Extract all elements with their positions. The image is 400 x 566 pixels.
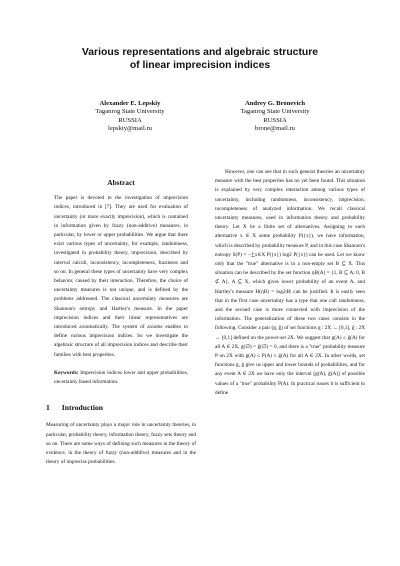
author-affiliation: Taganrog State University: [240, 108, 310, 116]
title-line-2: of linear imprecision indices: [129, 59, 271, 71]
author-email: lepskiy@mail.ru: [108, 125, 152, 133]
left-column: [46, 178, 196, 467]
right-column: [215, 168, 365, 398]
author-email: brone@mail.ru: [255, 125, 295, 133]
author-country: RUSSIA: [263, 116, 287, 124]
section-title: Introduction: [61, 403, 104, 413]
paper-title: [0, 47, 400, 72]
author-block-bronevich: [200, 100, 350, 134]
title-line-1: Various representations and algebraic structure: [81, 47, 319, 58]
author-affiliation: Taganrog State University: [95, 108, 165, 116]
section-number: 1: [46, 403, 50, 413]
keywords-label: Keywords:: [54, 369, 79, 376]
section-heading-introduction: [46, 403, 196, 412]
author-name: Alexander E. Lepskiy: [99, 100, 161, 107]
body-paragraph: However, one can see that in such general theories an uncertainty measure with the best properties has no yet been found. This situation is explained by very complex interaction among various types of uncertainty, including randomness, inconsistency, imprecision, incompleteness of analyzed information. We recall classical uncertainty measures, used in information theory and probability theory. Let X be a finite set of alternatives. Assigning to each alternative x ∈ X some probability P({x}), we have information, which is described by probability measure P, and in this case Shannon's entropy S(P) = −∑x∈X P({x}) log2 P({x}) can be used. Let we know only that the "true" alternative is in a non-empty set B ⊆ X. This situation can be described by the set function ηB(A) = {1, B ⊆ A; 0, B ⊄ A}, A ⊆ X, which gives lower probability of an event A, and Hartley's measure H(ηB) = log2|B| can be justified. It is easily seen that in the first case uncertainty has a type that one call randomness, and the second case is more connected with imprecision of the information. The generalization of these two cases consists in the following. Consider a pair (g, ḡ) of set functions g : 2X → [0,1], ḡ : 2X → [0,1] defined on the power-set 2X. We suggest that g(A) ≤ ḡ(A) for all A ∈ 2X, g(∅) = ḡ(∅) = 0, and there is a "true" probability measure P on 2X with g(A) ≤ P(A) ≤ ḡ(A) for all A ∈ 2X. In other words, set functions g, ḡ give us upper and lower bounds of probabilities, and for any event A ∈ 2X we have only the interval [g(A), ḡ(A)] of possible values of a "true" probability P(A). In practical issues it is sufficient to define: [215, 169, 365, 396]
author-country: RUSSIA: [118, 116, 142, 124]
abstract-section: [46, 194, 196, 387]
introduction-text: Measuring of uncertainty plays a major role in uncertainty theories, in particular, probability theory, information theory, fuzzy sets theory and so on. There are some ways of defining such measures in the theory of evidence, in the theory of fuzzy (non-additive) measures and in the theory of imprecise probabilities.: [46, 422, 196, 466]
author-name: Andrey G. Bronevich: [244, 100, 306, 107]
keywords: [54, 369, 188, 387]
abstract-text: The paper is devoted to the investigation of imprecision indices, introduced in [7]. They are used for evaluation of uncertainty (or more exactly imprecision), which is contained in information given by fuzzy (non-additive) measures, in particular, by lower or upper probabilities. We argue that there exist various types of uncertainty, for example, randomness, investigated in probability theory, imprecision, described by interval calculi, inconsistency, incompleteness, fuzziness and so on. In general these types of uncertainty have very complex behavior, caused by their interaction. Therefore, the choice of uncertainty measures is not unique, and is defined by the problems addressed. The classical uncertainty measures are Shannon's entropy and Hartley's measure. In the paper imprecision indices and their linear representatives are introduced axiomatically. The system of axioms enables to define various imprecision indices. So we investigate the algebraic structure of all imprecision indices and describe their families with best properties.: [54, 195, 188, 358]
keywords-text: Imprecision indices lower and upper probabilities, uncertainty based information.: [54, 369, 188, 386]
abstract-heading: Abstract: [107, 178, 135, 187]
author-block-lepskiy: [55, 100, 205, 134]
